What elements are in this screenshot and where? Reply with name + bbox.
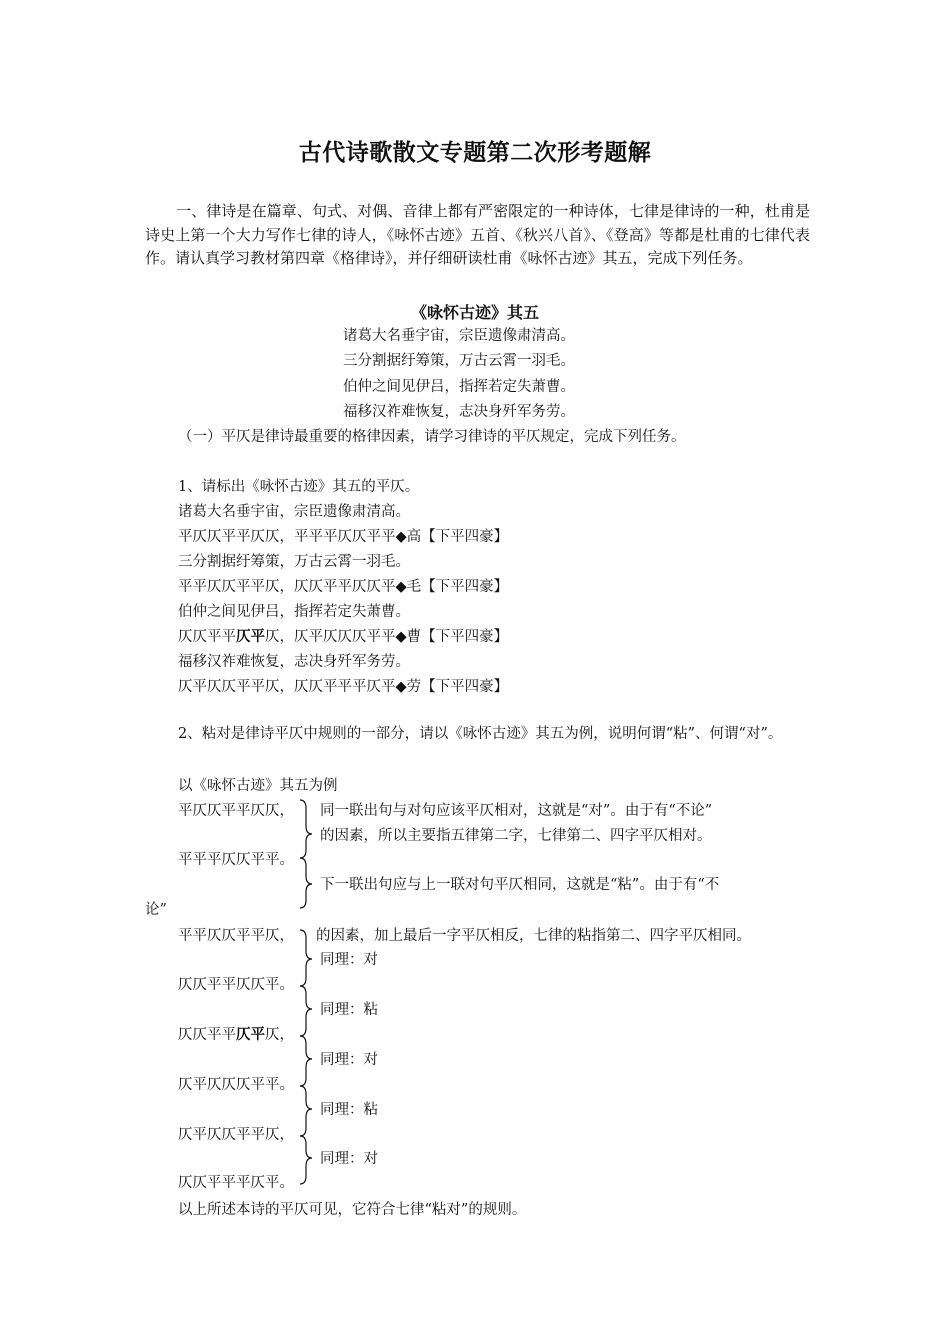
tone-row: 仄仄平平仄仄平。: [178, 977, 294, 993]
note-dui: 的因素，所以主要指五律第二字，七律第二、四字平仄相对。: [320, 828, 712, 844]
tone-line: 平仄仄平平仄仄，平平平仄仄平平◆高【下平四豪】: [178, 529, 509, 545]
intro-text: 一、律诗是在篇章、句式、对偶、音律上都有严密限定的一种诗体，七律是律诗的一种，杜甫是诗史上第一个大力写作七律的诗人，《咏怀古迹》五首、《秋兴八首》、《登高》等都是杜甫的七律代表作。请认真学习教材第四章《格律诗》，并仔细研读杜甫《咏怀古迹》其五，完成下列任务。: [145, 202, 810, 267]
question-1: 1、请标出《咏怀古迹》其五的平仄。: [178, 479, 420, 495]
note-dui: 同一联出句与对句应该平仄相对，这就是“对”。由于有“不论”: [320, 803, 713, 819]
tone-row: 仄平仄仄仄平平。: [178, 1077, 294, 1093]
note-nian: 下一联出句应与上一联对句平仄相同，这就是“粘”。由于有“不: [320, 877, 720, 893]
verse-line: 三分割据纡筹策，万古云霄一羽毛。: [178, 554, 410, 570]
example-label: 以《咏怀古迹》其五为例: [178, 778, 338, 794]
question-2: 2、粘对是律诗平仄中规则的一部分，请以《咏怀古迹》其五为例，说明何谓“粘”、何谓“对”。: [178, 726, 783, 742]
verse-line: 福移汉祚难恢复，志决身歼军务劳。: [178, 654, 410, 670]
verse-line: 诸葛大名垂宇宙，宗臣遗像肃清高。: [178, 504, 410, 520]
tone-row: 平平平仄仄平平。: [178, 852, 294, 868]
poem-line: 伯仲之间见伊吕，指挥若定失萧曹。: [343, 379, 575, 395]
tone-segment: 仄，: [265, 1027, 294, 1043]
brace: [300, 986, 312, 1036]
tone-row: 仄平仄仄平平仄，: [178, 1127, 294, 1143]
tone-segment-bold: 仄平: [236, 1026, 265, 1043]
conclusion: 以上所述本诗的平仄可见，它符合七律“粘对”的规则。: [178, 1202, 527, 1218]
tone-segment: 仄仄平平: [178, 1027, 236, 1043]
brace: [300, 858, 312, 908]
poem-line: 诸葛大名垂宇宙，宗臣遗像肃清高。: [343, 328, 575, 344]
tone-row: 平仄仄平平仄仄，: [178, 803, 294, 819]
brace: [300, 930, 312, 986]
page-title: 古代诗歌散文专题第二次形考题解: [298, 140, 652, 166]
tone-row: 平平仄仄平平仄，: [178, 928, 294, 944]
poem-line: 福移汉祚难恢复，志决身歼军务劳。: [343, 404, 575, 420]
tone-segment: 仄，仄平仄仄仄平平◆曹【下平四豪】: [265, 629, 509, 645]
tone-segment-bold: 仄平: [236, 628, 265, 645]
note-same-dui: 同理：对: [320, 1052, 378, 1068]
note-same-dui: 同理：对: [320, 1151, 378, 1167]
note-same-nian: 同理：粘: [320, 1002, 378, 1018]
note-nian-continued: 论”: [145, 902, 167, 918]
brace: [300, 1086, 312, 1136]
brace: [300, 1036, 312, 1086]
note-same-nian: 同理：粘: [320, 1102, 378, 1118]
brace: [300, 1136, 312, 1184]
tone-line: 仄平仄仄平平仄，仄仄平平平仄平◆劳【下平四豪】: [178, 679, 509, 695]
brace: [300, 800, 312, 858]
tone-segment: 仄仄平平: [178, 629, 236, 645]
verse-line: 伯仲之间见伊吕，指挥若定失萧曹。: [178, 604, 410, 620]
poem-line: 三分割据纡筹策，万古云霄一羽毛。: [343, 353, 575, 369]
note-nian: 的因素，加上最后一字平仄相反，七律的粘指第二、四字平仄相同。: [316, 928, 751, 944]
section-heading: （一）平仄是律诗最重要的格律因素，请学习律诗的平仄规定，完成下列任务。: [178, 429, 686, 445]
tone-row: 仄仄平平平仄平。: [178, 1175, 294, 1191]
note-same-dui: 同理：对: [320, 952, 378, 968]
tone-line: 平平仄仄平平仄，仄仄平平仄仄平◆毛【下平四豪】: [178, 579, 509, 595]
poem-title: 《咏怀古迹》其五: [410, 303, 539, 322]
